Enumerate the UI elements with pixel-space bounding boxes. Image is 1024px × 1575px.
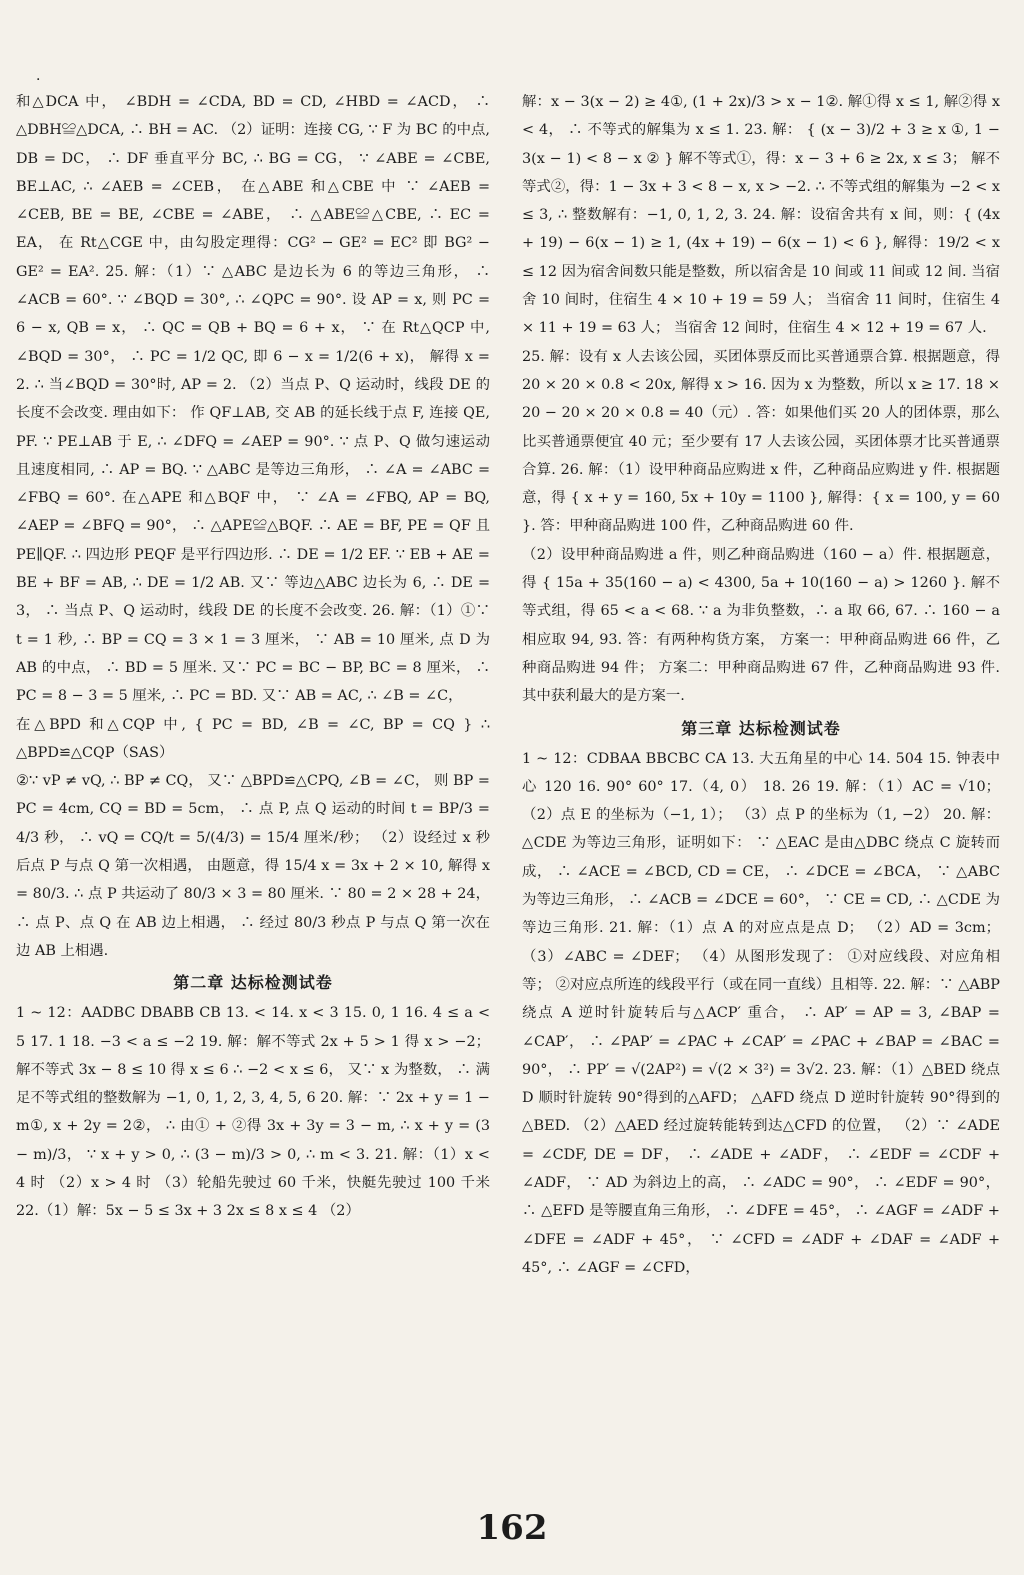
- paragraph: 1 ~ 12：AADBC DBABB CB 13. < 14. x < 3 15. 0, 1 16. 4 ≤ a < 5 17. 1 18. −3 < a ≤ −2 19. 解：解不等式 2x + 5 > 1 得 x > −2； 解不等式 3x − 8 ≤ 10 得 x ≤ 6 ∴ −2 < x ≤ 6， 又∵ x 为整数， ∴ 满足不等式组的整数解为 −1, 0, 1, 2, 3, 4, 5, 6 20. 解：∵ 2x + y = 1 − m①, x + 2y = 2②， ∴ 由① + ②得 3x + 3y = 3 − m, ∴ x + y = (3 − m)/3， ∵ x + y > 0, ∴ (3 − m)/3 > 0, ∴ m < 3. 21. 解：（1）x < 4 时 （2）x > 4 时 （3）轮船先驶过 60 千米，快艇先驶过 100 千米 22.（1）解：5x − 5 ≤ 3x + 3 2x ≤ 8 x ≤ 4 （2）: [16, 1005, 490, 1220]
- paragraph: 1 ~ 12：CDBAA BBCBC CA 13. 大五角星的中心 14. 504 15. 钟表中心 120 16. 90° 60° 17.（4, 0） 18. 26 19. 解：（1）AC = √10； （2）点 E 的坐标为（−1, 1）； （3）点 P 的坐标为（1, −2） 20. 解：△CDE 为等边三角形，证明如下： ∵ △EAC 是由△DBC 绕点 C 旋转而成， ∴ ∠ACE = ∠BCD, CD = CE， ∴ ∠DCE = ∠BCA， ∵ △ABC 为等边三角形， ∴ ∠ACB = ∠DCE = 60°， ∵ CE = CD, ∴ △CDE 为等边三角形. 21. 解：（1）点 A 的对应点是点 D； （2）AD = 3cm； （3）∠ABC = ∠DEF； （4）从图形发现了： ①对应线段、对应角相等； ②对应点所连的线段平行（或在同一直线）且相等. 22. 解：∵ △ABP 绕点 A 逆时针旋转后与△ACP′ 重合， ∴ AP′ = AP = 3, ∠BAP = ∠CAP′， ∴ ∠PAP′ = ∠PAC + ∠CAP′ = ∠PAC + ∠BAP = ∠BAC = 90°， ∴ PP′ = √(2AP²) = √(2 × 3²) = 3√2. 23. 解：（1）△BED 绕点 D 顺时针旋转 90°得到的△AFD； △AFD 绕点 D 逆时针旋转 90°得到的△BED. （2）△AED 经过旋转能转到达△CFD 的位置， （2）∵ ∠ADE = ∠CDF, DE = DF， ∴ ∠ADE + ∠ADF， ∴ ∠EDF = ∠CDF + ∠ADF， ∵ AD 为斜边上的高， ∴ ∠ADC = 90°， ∴ ∠EDF = 90°， ∴ △EFD 是等腰直角三角形， ∴ ∠DFE = 45°， ∴ ∠AGF = ∠ADF + ∠DFE = ∠ADF + 45°， ∵ ∠CFD = ∠ADF + ∠DAF = ∠ADF + 45°, ∴ ∠AGF = ∠CFD，: [522, 750, 1000, 1276]
- paragraph: 25. 解：设有 x 人去该公园，买团体票反而比买普通票合算. 根据题意，得 20 × 20 × 0.8 < 20x, 解得 x > 16. 因为 x 为整数，所以 x ≥ 17. 18 × 20 − 20 × 20 × 0.8 = 40（元）. 答：如果他们买 20 人的团体票，那么比买普通票便宜 40 元；至少要有 17 人去该公园，买团体票才比买普通票合算. 26. 解：（1）设甲种商品应购进 x 件，乙种商品应购进 y 件. 根据题意，得 { x + y = 160, 5x + 10y = 1100 }, 解得：{ x = 100, y = 60 }. 答：甲种商品购进 100 件，乙种商品购进 60 件.: [522, 348, 1000, 535]
- paragraph: ②∵ vP ≠ vQ, ∴ BP ≠ CQ， 又∵ △BPD≌△CPQ, ∠B = ∠C， 则 BP = PC = 4cm, CQ = BD = 5cm， ∴ 点 P, 点 Q 运动的时间 t = BP/3 = 4/3 秒， ∴ vQ = CQ/t = 5/(4/3) = 15/4 厘米/秒； （2）设经过 x 秒后点 P 与点 Q 第一次相遇， 由题意，得 15/4 x = 3x + 2 × 10, 解得 x = 80/3. ∴ 点 P 共运动了 80/3 × 3 = 80 厘米. ∵ 80 = 2 × 28 + 24， ∴ 点 P、点 Q 在 AB 边上相遇， ∴ 经过 80/3 秒点 P 与点 Q 第一次在边 AB 上相遇.: [16, 773, 490, 959]
- paragraph: 在△BPD 和△CQP 中, { PC = BD, ∠B = ∠C, BP = CQ } ∴ △BPD≌△CQP（SAS）: [16, 716, 490, 761]
- page-number: 162: [476, 1508, 548, 1548]
- paragraph: 和△DCA 中， ∠BDH = ∠CDA, BD = CD, ∠HBD = ∠ACD， ∴ △DBH≌△DCA, ∴ BH = AC. （2）证明：连接 CG, ∵ F 为 BC 的中点, DB = DC， ∴ DF 垂直平分 BC, ∴ BG = CG， ∵ ∠ABE = ∠CBE, BE⊥AC, ∴ ∠AEB = ∠CEB， 在△ABE 和△CBE 中 ∵ ∠AEB = ∠CEB, BE = BE, ∠CBE = ∠ABE， ∴ △ABE≌△CBE, ∴ EC = EA， 在 Rt△CGE 中，由勾股定理得：CG² − GE² = EC² 即 BG² − GE² = EA². 25. 解：（1）∵ △ABC 是边长为 6 的等边三角形， ∴ ∠ACB = 60°. ∵ ∠BQD = 30°, ∴ ∠QPC = 90°. 设 AP = x, 则 PC = 6 − x, QB = x， ∴ QC = QB + BQ = 6 + x， ∵ 在 Rt△QCP 中, ∠BQD = 30°， ∴ PC = 1/2 QC, 即 6 − x = 1/2(6 + x)， 解得 x = 2. ∴ 当∠BQD = 30°时, AP = 2. （2）当点 P、Q 运动时，线段 DE 的长度不会改变. 理由如下： 作 QF⊥AB, 交 AB 的延长线于点 F, 连接 QE, PF. ∵ PE⊥AB 于 E, ∴ ∠DFQ = ∠AEP = 90°. ∵ 点 P、Q 做匀速运动且速度相同, ∴ AP = BQ. ∵ △ABC 是等边三角形， ∴ ∠A = ∠ABC = ∠FBQ = 60°. 在△APE 和△BQF 中， ∵ ∠A = ∠FBQ, AP = BQ, ∠AEP = ∠BFQ = 90°， ∴ △APE≌△BQF. ∴ AE = BF, PE = QF 且 PE∥QF. ∴ 四边形 PEQF 是平行四边形. ∴ DE = 1/2 EF. ∵ EB + AE = BE + BF = AB, ∴ DE = 1/2 AB. 又∵ 等边△ABC 边长为 6, ∴ DE = 3， ∴ 当点 P、Q 运动时，线段 DE 的长度不会改变. 26. 解：（1）①∵ t = 1 秒, ∴ BP = CQ = 3 × 1 = 3 厘米， ∵ AB = 10 厘米, 点 D 为 AB 的中点， ∴ BD = 5 厘米. 又∵ PC = BC − BP, BC = 8 厘米， ∴ PC = 8 − 3 = 5 厘米, ∴ PC = BD. 又∵ AB = AC, ∴ ∠B = ∠C，: [16, 94, 490, 705]
- section-heading-chapter-3: 第三章 达标检测试卷: [681, 718, 841, 738]
- margin-dot: ·: [36, 72, 41, 88]
- right-column: [522, 88, 1000, 1282]
- paragraph: （2）设甲种商品购进 a 件，则乙种商品购进（160 − a）件. 根据题意，得 { 15a + 35(160 − a) < 4300, 5a + 10(160 − a) > 1260 }. 解不等式组，得 65 < a < 68. ∵ a 为非负整数，∴ a 取 66, 67. ∴ 160 − a 相应取 94, 93. 答：有两种构货方案， 方案一：甲种商品购进 66 件，乙种商品购进 94 件； 方案二：甲种商品购进 67 件，乙种商品购进 93 件. 其中获利最大的是方案一.: [522, 546, 1000, 705]
- left-column: [16, 88, 490, 1226]
- paragraph: 解：x − 3(x − 2) ≥ 4①, (1 + 2x)/3 > x − 1②. 解①得 x ≤ 1, 解②得 x < 4， ∴ 不等式的解集为 x ≤ 1. 23. 解： { (x − 3)/2 + 3 ≥ x ①, 1 − 3(x − 1) < 8 − x ② } 解不等式①，得：x − 3 + 6 ≥ 2x, x ≤ 3； 解不等式②，得：1 − 3x + 3 < 8 − x, x > −2. ∴ 不等式组的解集为 −2 < x ≤ 3, ∴ 整数解有：−1, 0, 1, 2, 3. 24. 解：设宿舍共有 x 间，则：{ (4x + 19) − 6(x − 1) ≥ 1, (4x + 19) − 6(x − 1) < 6 }, 解得：19/2 < x ≤ 12 因为宿舍间数只能是整数，所以宿舍是 10 间或 11 间或 12 间. 当宿舍 10 间时，住宿生 4 × 10 + 19 = 59 人； 当宿舍 11 间时，住宿生 4 × 11 + 19 = 63 人； 当宿舍 12 间时，住宿生 4 × 12 + 19 = 67 人.: [522, 94, 1000, 337]
- section-heading-chapter-2: 第二章 达标检测试卷: [173, 973, 333, 993]
